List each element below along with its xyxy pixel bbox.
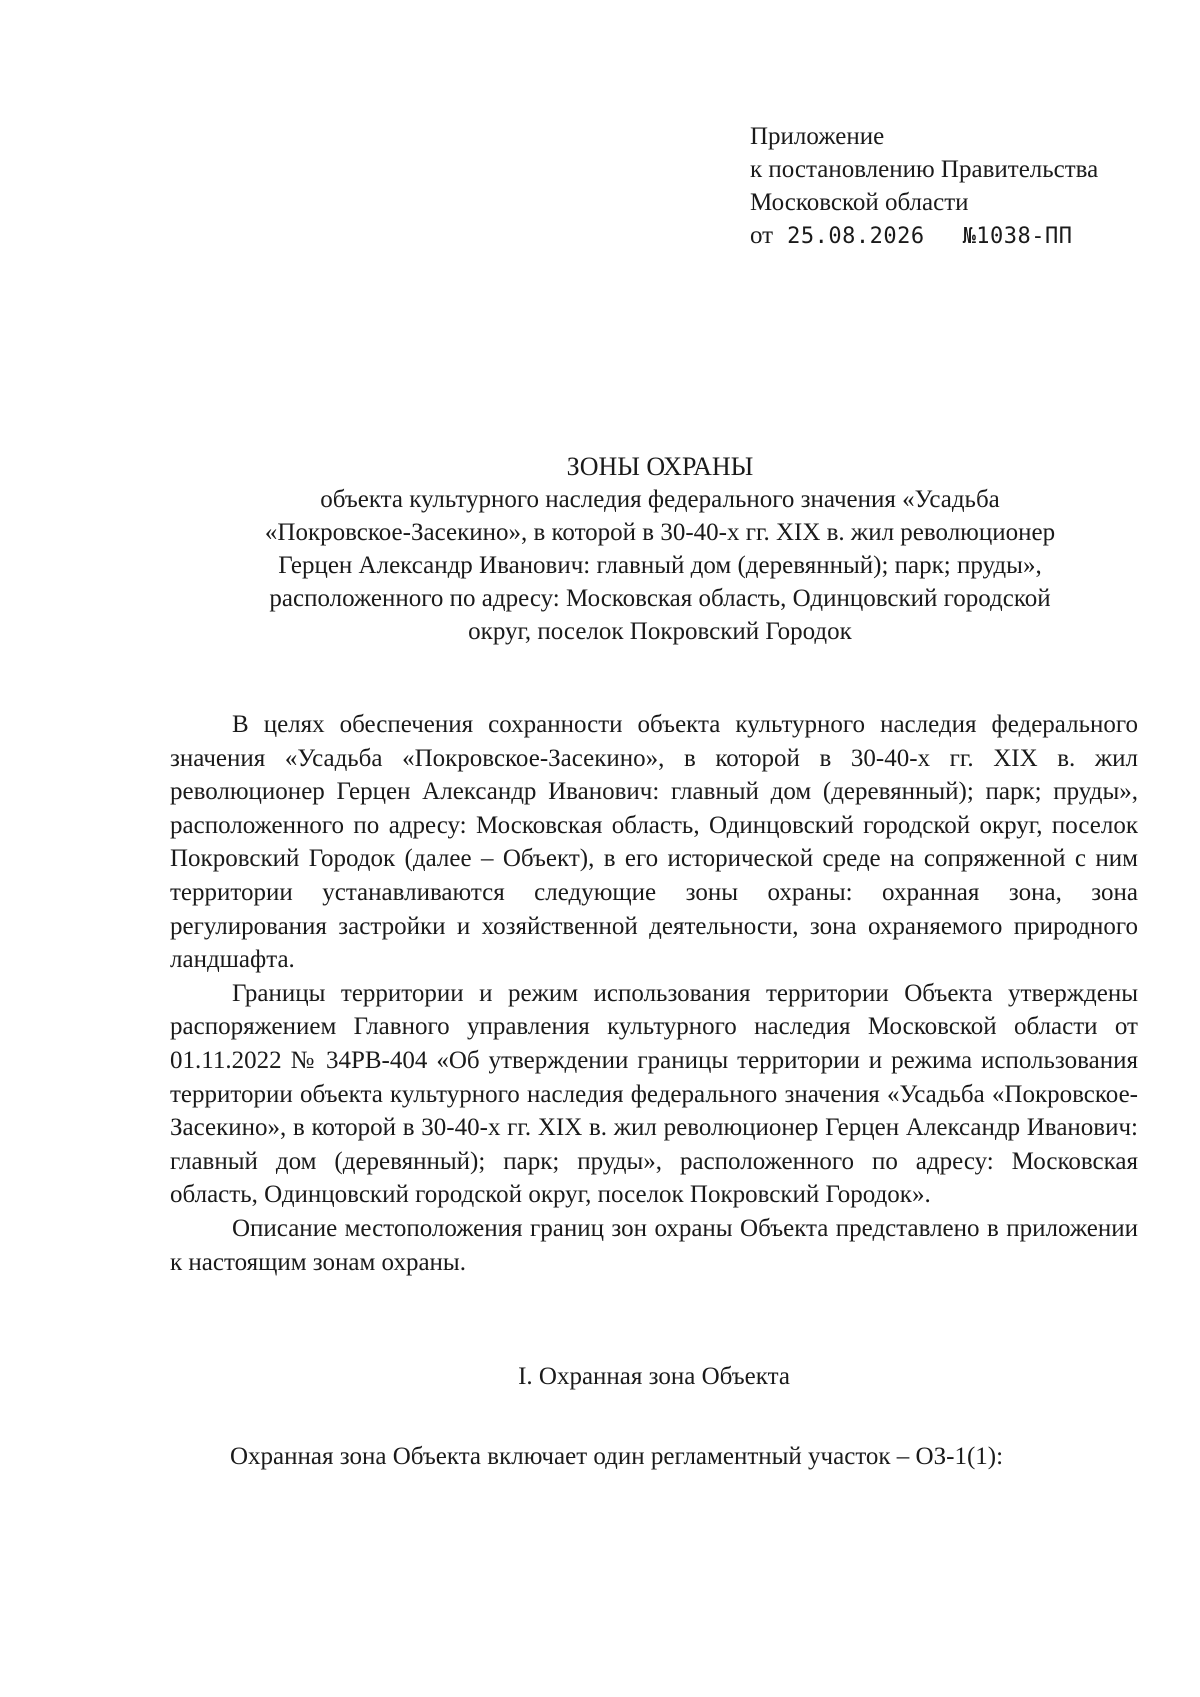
title-line-1: объекта культурного наследия федерального значения «Усадьба (320, 486, 1000, 513)
document-title (200, 450, 1120, 648)
appendix-line-2: к постановлению Правительства (750, 156, 1099, 183)
appendix-line-1: Приложение (750, 123, 885, 150)
title-heading: ЗОНЫ ОХРАНЫ (566, 452, 754, 481)
date-prefix: от (750, 222, 774, 249)
paragraph-purpose: В целях обеспечения сохранности объекта культурного наследия федерального значения «Усадьба «Покровское-Засекино», в которой в 30-40-х гг. XIX в. жил революционер Герцен Александр Иванович: главный дом (деревянный); парк; пруды», расположенного по адресу: Московская область, Одинцовский городской округ, поселок Покровский Городок (далее – Объект), в его исторической среде на сопряженной с ним территории устанавливаются следующие зоны охраны: охранная зона, зона регулирования застройки и хозяйственной деятельности, зона охраняемого природного ландшафта. (170, 711, 1138, 974)
paragraph-territory: Границы территории и режим использования территории Объекта утверждены распоряжением Главного управления культурного наследия Московской области от 01.11.2022 № 34РВ-404 «Об утверждении границы территории и режима использования территории объекта культурного наследия федерального значения «Усадьба «Покровское-Засекино», в которой в 30-40-х гг. XIX в. жил революционер Герцен Александр Иванович: главный дом (деревянный); парк; пруды», расположенного по адресу: Московская область, Одинцовский городской округ, поселок Покровский Городок». (170, 979, 1138, 1209)
appendix-date-line (750, 219, 1098, 253)
paragraph-protection-zone: Охранная зона Объекта включает один регламентный участок – ОЗ-1(1): (230, 1443, 1004, 1470)
title-line-3: Герцен Александр Иванович: главный дом (деревянный); парк; пруды», (278, 552, 1042, 579)
resolution-date: 25.08.2026 (787, 224, 925, 249)
section-body (156, 1440, 1138, 1474)
title-line-4: расположенного по адресу: Московская область, Одинцовский городской (269, 585, 1051, 612)
title-line-5: округ, поселок Покровский Городок (468, 618, 852, 645)
title-line-2: «Покровское-Засекино», в которой в 30-40-х гг. XIX в. жил революционер (264, 519, 1056, 546)
section-heading: I. Охранная зона Объекта (518, 1363, 790, 1390)
resolution-number: №1038-ПП (962, 224, 1073, 249)
appendix-line-3: Московской области (750, 189, 969, 216)
paragraph-description: Описание местоположения границ зон охраны Объекта представлено в приложении к настоящим зонам охраны. (170, 1214, 1138, 1276)
appendix-header (750, 120, 1098, 253)
body-text (170, 708, 1138, 1279)
